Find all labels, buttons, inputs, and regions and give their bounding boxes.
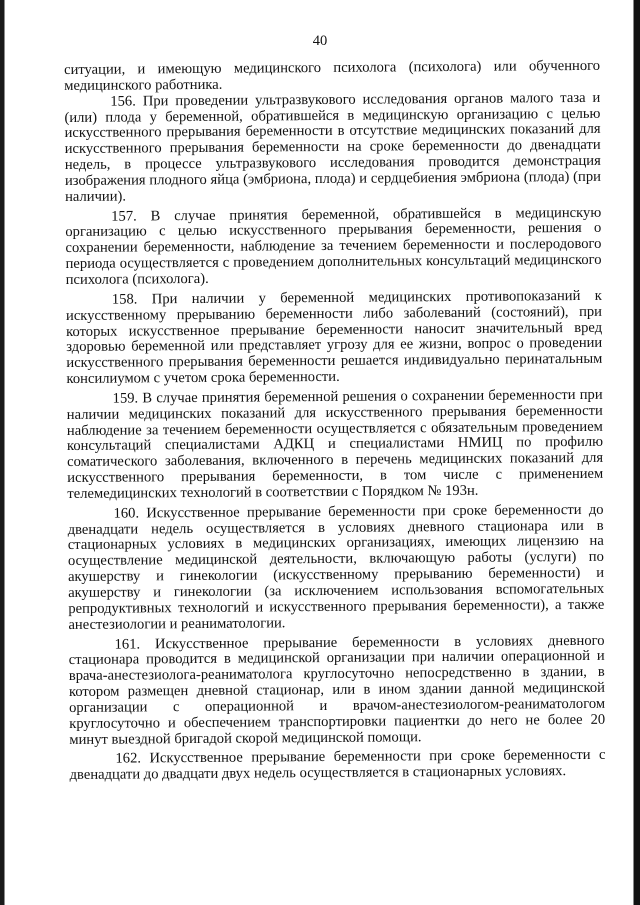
paragraph-157: 157. В случае принятия беременной, обратившейся в медицинскую организацию с целью искусственного прерывания беременности, решения о сохранении беременности, наблюдение за течением беременности и послеродового периода осуществляется с проведением дополнительных консультаций медицинского психолога (психолога). <box>65 204 602 288</box>
paragraph-158: 158. При наличии у беременной медицинских противопоказаний к искусственному прерыванию беременности либо заболеваний (состояний), при которых искусственное прерывание беременности наносит значительный вред здоровью беременной или представляет угрозу для ее жизни, вопрос о проведении искусственного прерывания беременности решается индивидуально перинатальным консилиумом с учетом срока беременности. <box>65 287 603 388</box>
document-body <box>64 59 606 784</box>
paragraph-161: 161. Искусственное прерывание беременности в условиях дневного стационара проводится в медицинской организации при наличии операционной и врача-анестезиолога-реаниматолога круглосуточно непосредственно в здании, в котором размещен дневной стационар, или в ином здании данной медицинской организации с операционной и врачом-анестезиологом-реаниматологом круглосуточно и обеспечением транспортировки пациентки до него не более 20 минут выездной бригадой скорой медицинской помощи. <box>68 632 606 748</box>
paragraph-160: 160. Искусственное прерывание беременности при сроке беременности до двенадцати недель осуществляется в условиях дневного стационара или в стационарных условиях в медицинских организациях, имеющих лицензию на осуществление медицинской деятельности, включающую работы (услуги) по акушерству и гинекологии (искусственному прерыванию беременности) и акушерству и гинекологии (за исключением использования вспомогательных репродуктивных технологий и искусственного прерывания беременности), а также анестезиологии и реаниматологии. <box>67 501 605 633</box>
page-number: 40 <box>312 33 328 49</box>
paragraph-162: 162. Искусственное прерывание беременности при сроке беременности с двенадцати до двадцати двух недель осуществляется в стационарных условиях. <box>69 747 606 784</box>
paragraph-156: 156. При проведении ультразвукового исследования органов малого таза и (или) плода у беременной, обратившейся в медицинскую организацию с целью искусственного прерывания беременности в отсутствие медицинских показаний для искусственного прерывания беременности на сроке беременности до двенадцати недель, в процессе ультразвукового исследования проводится демонстрация изображения плодного яйца (эмбриона, плода) и сердцебиения эмбриона (плода) (при наличии). <box>64 89 601 205</box>
paragraph-159: 159. В случае принятия беременной решения о сохранении беременности при наличии медицинских показаний для искусственного прерывания беременности наблюдение за течением беременности осуществляется с обязательным проведением консультаций специалистами АДКЦ и специалистами НМИЦ по профилю соматического заболевания, включенного в перечень медицинских показаний для искусственного прерывания беременности, в том числе с применением телемедицинских технологий в соответствии с Порядком № 193н. <box>66 386 604 502</box>
scan-edge-right <box>633 0 640 905</box>
paragraph-continuation: ситуации, и имеющую медицинского психолога (психолога) или обученного медицинского работника. <box>63 57 601 94</box>
scan-edge-left <box>0 0 5 905</box>
